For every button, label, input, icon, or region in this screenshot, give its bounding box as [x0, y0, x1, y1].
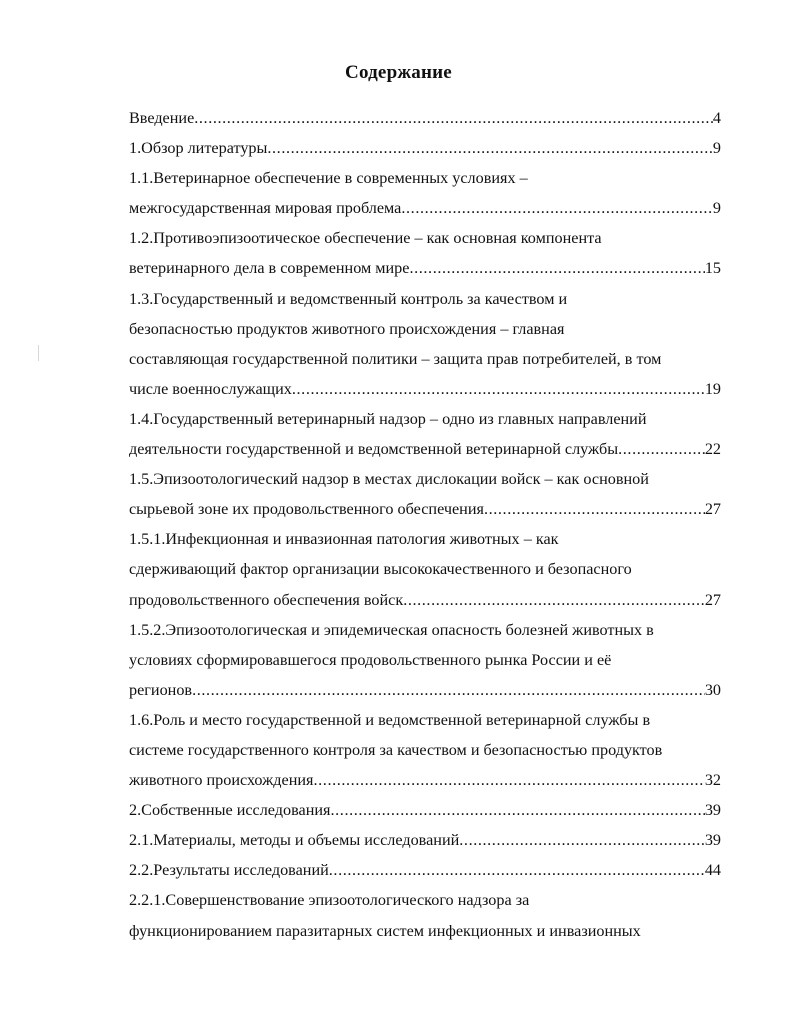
toc-entry-title: межгосударственная мировая проблема: [129, 199, 402, 218]
toc-page-number: 9: [712, 199, 721, 218]
toc-entry-line: сдерживающий фактор организации высококачественного и безопасного: [129, 560, 632, 579]
table-of-contents: [129, 103, 721, 946]
toc-entry-line: системе государственного контроля за качеством и безопасностью продуктов: [129, 740, 663, 759]
toc-leader-dots: [329, 855, 705, 885]
toc-entry: [129, 284, 721, 404]
toc-entry-line: [129, 434, 721, 464]
toc-entry: [129, 705, 721, 795]
toc-leader-dots: [194, 103, 713, 133]
toc-entry-line: [129, 675, 721, 705]
toc-page-number: 9: [712, 139, 721, 158]
toc-leader-dots: [192, 675, 705, 705]
toc-leader-dots: [401, 193, 713, 223]
toc-entry-title: Введение: [129, 109, 195, 127]
toc-entry-line: функционированием паразитарных систем инфекционных и инвазионных: [129, 921, 641, 940]
toc-entry: [129, 223, 721, 283]
toc-entry: [129, 524, 721, 614]
toc-entry-line: условиях сформировавшегося продовольственного рынка России и её: [129, 650, 612, 669]
toc-entry-title: 1.Обзор литературы: [129, 139, 268, 158]
toc-leader-dots: [484, 494, 705, 524]
toc-leader-dots: [314, 765, 705, 795]
toc-entry-line: [129, 494, 721, 524]
toc-leader-dots: [409, 253, 704, 283]
toc-entry-title: регионов: [129, 680, 193, 699]
toc-leader-dots: [331, 795, 705, 825]
toc-entry-title: продовольственного обеспечения войск: [129, 590, 404, 609]
toc-entry-title: числе военнослужащих: [129, 379, 292, 398]
toc-entry-line: [129, 795, 721, 825]
toc-entry-line: 1.3.Государственный и ведомственный контроль за качеством и: [129, 289, 568, 308]
toc-page-number: 30: [704, 680, 721, 699]
toc-entry-line: 1.5.1.Инфекционная и инвазионная патология животных – как: [129, 530, 559, 549]
toc-entry: [129, 855, 721, 885]
toc-entry: [129, 615, 721, 705]
toc-entry-line: 1.4.Государственный ветеринарный надзор – одно из главных направлений: [129, 409, 647, 428]
toc-entry-line: составляющая государственной политики – защита прав потребителей, в том: [129, 349, 662, 368]
page-title: Содержание: [345, 62, 452, 83]
toc-leader-dots: [618, 434, 705, 464]
toc-entry: [129, 795, 721, 825]
toc-entry-title: 2.2.Результаты исследований: [129, 861, 329, 880]
toc-entry-line: 1.1.Ветеринарное обеспечение в современных условиях –: [129, 169, 528, 188]
toc-entry-line: 2.2.1.Совершенствование эпизоотологического надзора за: [129, 891, 530, 910]
toc-entry: [129, 404, 721, 464]
toc-page-number: 4: [712, 109, 721, 127]
toc-entry-line: [129, 374, 721, 404]
toc-entry: [129, 133, 721, 163]
toc-page-number: 27: [704, 590, 721, 609]
toc-entry-line: [129, 193, 721, 223]
toc-entry-title: ветеринарного дела в современном мире: [129, 259, 410, 278]
toc-leader-dots: [267, 133, 713, 163]
toc-page-number: 15: [704, 259, 721, 278]
toc-entry-line: [129, 253, 721, 283]
toc-entry: [129, 885, 721, 945]
toc-entry-line: [129, 585, 721, 615]
toc-entry-line: [129, 765, 721, 795]
toc-page-number: 39: [704, 831, 721, 850]
toc-leader-dots: [403, 585, 705, 615]
toc-page-number: 32: [704, 771, 721, 790]
toc-entry-line: 1.5.Эпизоотологический надзор в местах дислокации войск – как основной: [129, 470, 649, 489]
toc-page-number: 44: [704, 861, 721, 880]
toc-entry-line: 1.2.Противоэпизоотическое обеспечение – как основная компонента: [129, 229, 602, 248]
toc-entry: [129, 464, 721, 524]
toc-entry-line: [129, 133, 721, 163]
toc-entry-line: безопасностью продуктов животного происхождения – главная: [129, 319, 565, 338]
toc-entry-title: 2.1.Материалы, методы и объемы исследований: [129, 831, 460, 850]
toc-entry: [129, 825, 721, 855]
toc-entry-title: деятельности государственной и ведомственной ветеринарной службы: [129, 440, 619, 459]
toc-entry-title: животного происхождения: [129, 771, 314, 790]
toc-entry-title: сырьевой зоне их продовольственного обеспечения: [129, 500, 484, 519]
toc-entry-line: [129, 855, 721, 885]
toc-entry: [129, 103, 721, 133]
toc-leader-dots: [459, 825, 705, 855]
toc-entry: [129, 163, 721, 223]
toc-page-number: 39: [704, 801, 721, 820]
toc-page-number: 19: [704, 379, 721, 398]
scan-mark: [38, 345, 39, 361]
toc-entry-line: [129, 825, 721, 855]
toc-page-number: 22: [704, 440, 721, 459]
toc-entry-line: 1.6.Роль и место государственной и ведомственной ветеринарной службы в: [129, 710, 651, 729]
toc-entry-line: 1.5.2.Эпизоотологическая и эпидемическая опасность болезней животных в: [129, 620, 654, 639]
toc-leader-dots: [292, 374, 705, 404]
toc-entry-title: 2.Собственные исследования: [129, 801, 331, 820]
toc-page-number: 27: [704, 500, 721, 519]
toc-entry-line: [129, 103, 721, 133]
